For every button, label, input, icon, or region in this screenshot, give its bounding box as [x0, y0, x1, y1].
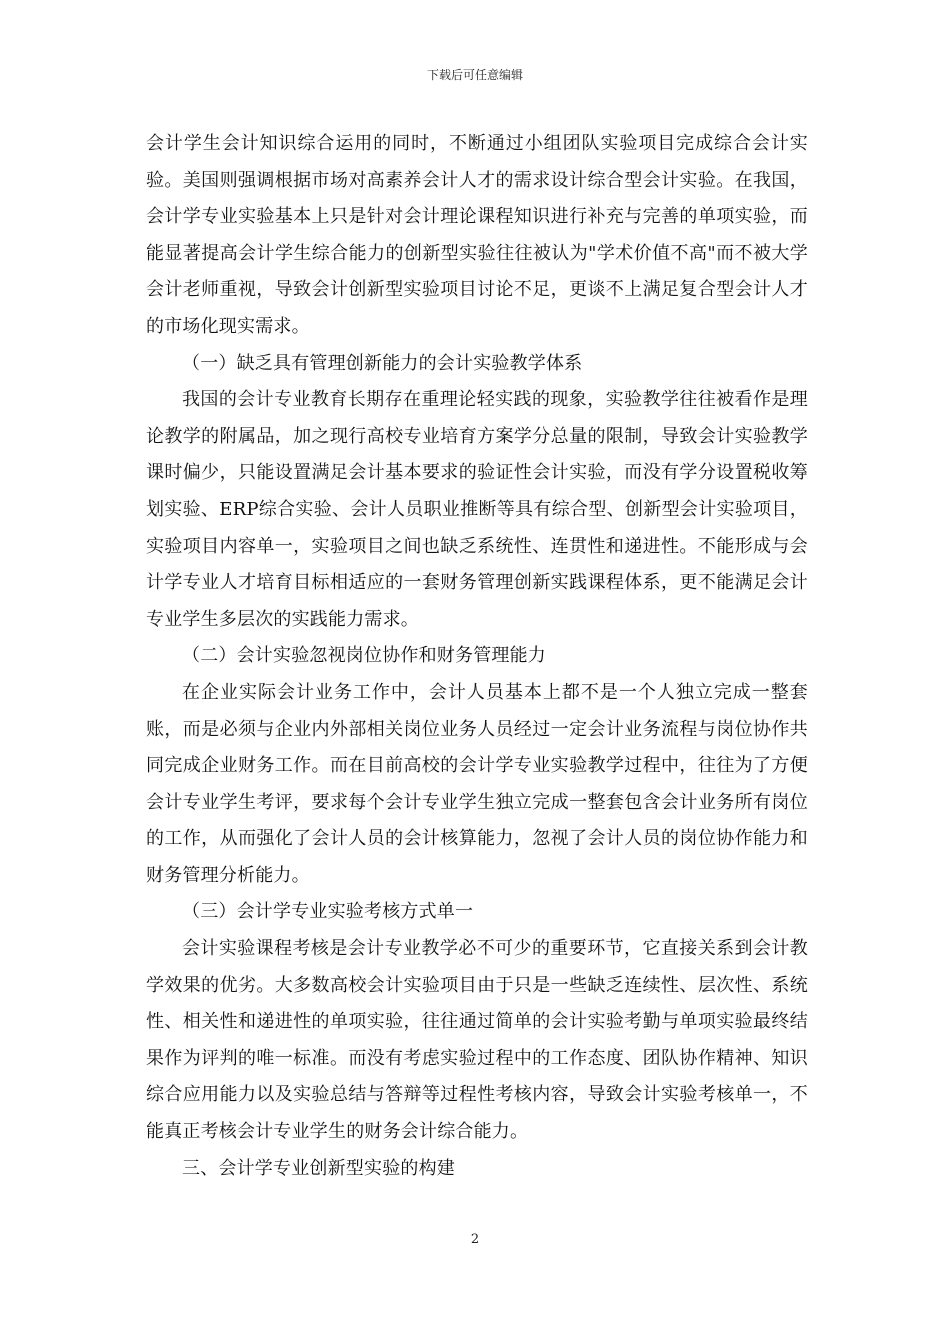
paragraph: 我国的会计专业教育长期存在重理论轻实践的现象，实验教学往往被看作是理论教学的附属品，加之现行高校专业培育方案学分总量的限制，导致会计实验教学课时偏少，只能设置满足会计基本要求的验证性会计实验，而没有学分设置税收筹划实验、ERP综合实验、会计人员职业推断等具有综合型、创新型会计实验项目，实验项目内容单一，实验项目之间也缺乏系统性、连贯性和递进性。不能形成与会计学专业人才培育目标相适应的一套财务管理创新实践课程体系，更不能满足会计专业学生多层次的实践能力需求。: [146, 389, 808, 630]
section-heading-3: （三）会计学专业实验考核方式单一: [182, 901, 474, 923]
document-body: [146, 126, 808, 1187]
section-heading-2: （二）会计实验忽视岗位协作和财务管理能力: [182, 645, 546, 667]
page-header: 下载后可任意编辑: [426, 68, 523, 82]
paragraph: 会计实验课程考核是会计专业教学必不可少的重要环节，它直接关系到会计教学效果的优劣。大多数高校会计实验项目由于只是一些缺乏连续性、层次性、系统性、相关性和递进性的单项实验，往往通过简单的会计实验考勤与单项实验最终结果作为评判的唯一标准。而没有考虑实验过程中的工作态度、团队协作精神、知识综合应用能力以及实验总结与答辩等过程性考核内容，导致会计实验考核单一，不能真正考核会计专业学生的财务会计综合能力。: [146, 938, 808, 1143]
section-heading-1: （一）缺乏具有管理创新能力的会计实验教学体系: [182, 352, 583, 374]
paragraph: 在企业实际会计业务工作中，会计人员基本上都不是一个人独立完成一整套账，而是必须与企业内外部相关岗位业务人员经过一定会计业务流程与岗位协作共同完成企业财务工作。而在目前高校的会计学专业实验教学过程中，往往为了方便会计专业学生考评，要求每个会计专业学生独立完成一整套包含会计业务所有岗位的工作，从而强化了会计人员的会计核算能力，忽视了会计人员的岗位协作能力和财务管理分析能力。: [146, 681, 808, 886]
page-number: 2: [470, 1232, 480, 1247]
paragraph-continuation: 会计学生会计知识综合运用的同时，不断通过小组团队实验项目完成综合会计实验。美国则强调根据市场对高素养会计人才的需求设计综合型会计实验。在我国，会计学专业实验基本上只是针对会计理论课程知识进行补充与完善的单项实验，而能显著提高会计学生综合能力的创新型实验往往被认为"学术价值不高"而不被大学会计老师重视，导致会计创新型实验项目讨论不足，更谈不上满足复合型会计人才的市场化现实需求。: [146, 133, 808, 337]
chapter-heading: 三、会计学专业创新型实验的构建: [182, 1157, 455, 1179]
